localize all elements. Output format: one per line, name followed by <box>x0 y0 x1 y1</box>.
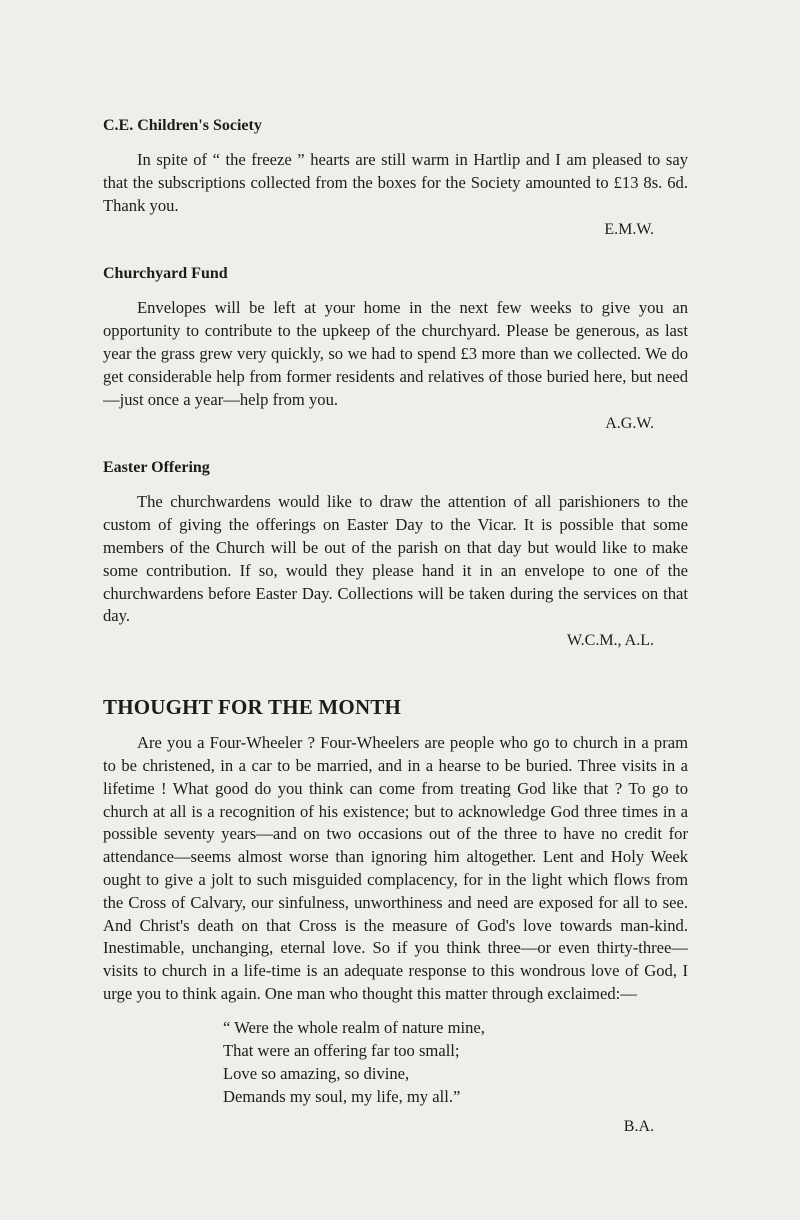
section-heading: Easter Offering <box>103 459 210 477</box>
hymn-quote <box>223 1016 688 1108</box>
section-body: Envelopes will be left at your home in the next few weeks to give you an opportunity to contribute to the upkeep of the churchyard. Please be generous, as last year the grass grew very quickly, so we had to spend £3 more than we collected. We do get considerable help from former residents and relatives of those buried here, but need—just once a year—help from you. <box>103 298 688 409</box>
signature: B.A. <box>623 1117 654 1135</box>
signature: W.C.M., A.L. <box>567 632 654 650</box>
page-content <box>103 115 688 1138</box>
poem-line: That were an offering far too small; <box>223 1040 460 1060</box>
poem-line: Demands my soul, my life, my all.” <box>223 1086 461 1106</box>
poem-line: Love so amazing, so divine, <box>223 1063 410 1083</box>
signature: E.M.W. <box>604 221 654 239</box>
section-easter-offering <box>103 457 688 652</box>
section-thought-for-the-month <box>103 694 688 1138</box>
section-body: The churchwardens would like to draw the attention of all parishioners to the custom of giving the offerings on Easter Day to the Vicar. It is possible that some members of the Church will be out of the parish on that day but would like to make some contribution. If so, would they please hand it in an envelope to one of the churchwardens before Easter Day. Collections will be taken during the services on that day. <box>103 492 688 626</box>
section-heading: C.E. Children's Society <box>103 117 262 134</box>
section-body: In spite of “ the freeze ” hearts are still warm in Hartlip and I am pleased to say that the subscriptions collected from the boxes for the Society amounted to £13 8s. 6d. Thank you. <box>103 150 688 215</box>
section-heading: Churchyard Fund <box>103 265 228 283</box>
section-churchyard-fund <box>103 263 688 435</box>
poem-line: “ Were the whole realm of nature mine, <box>223 1017 485 1037</box>
signature: A.G.W. <box>605 415 654 433</box>
thought-heading: THOUGHT FOR THE MONTH <box>103 695 402 720</box>
section-childrens-society <box>103 115 688 241</box>
thought-body: Are you a Four-Wheeler ? Four-Wheelers are people who go to church in a pram to be christened, in a car to be married, and in a hearse to be buried. Three visits in a lifetime ! What good do you think can come from treating God like that ? To go to church at all is a recognition of his existence; but to acknowledge God three times in a possible seventy years—and on two occasions out of the three to have no credit for attendance—seems almost worse than ignoring him altogether. Lent and Holy Week ought to give a jolt to such misguided complacency, for in the light which flows from the Cross of Calvary, our sinfulness, unworthiness and need are exposed for all to see. And Christ's death on that Cross is the measure of God's love towards man-kind. Inestimable, unchanging, eternal love. So if you think three—or even thirty-three—visits to church in a life-time is an adequate response to this wondrous love of God, I urge you to think again. One man who thought this matter through exclaimed:— <box>103 733 688 1003</box>
